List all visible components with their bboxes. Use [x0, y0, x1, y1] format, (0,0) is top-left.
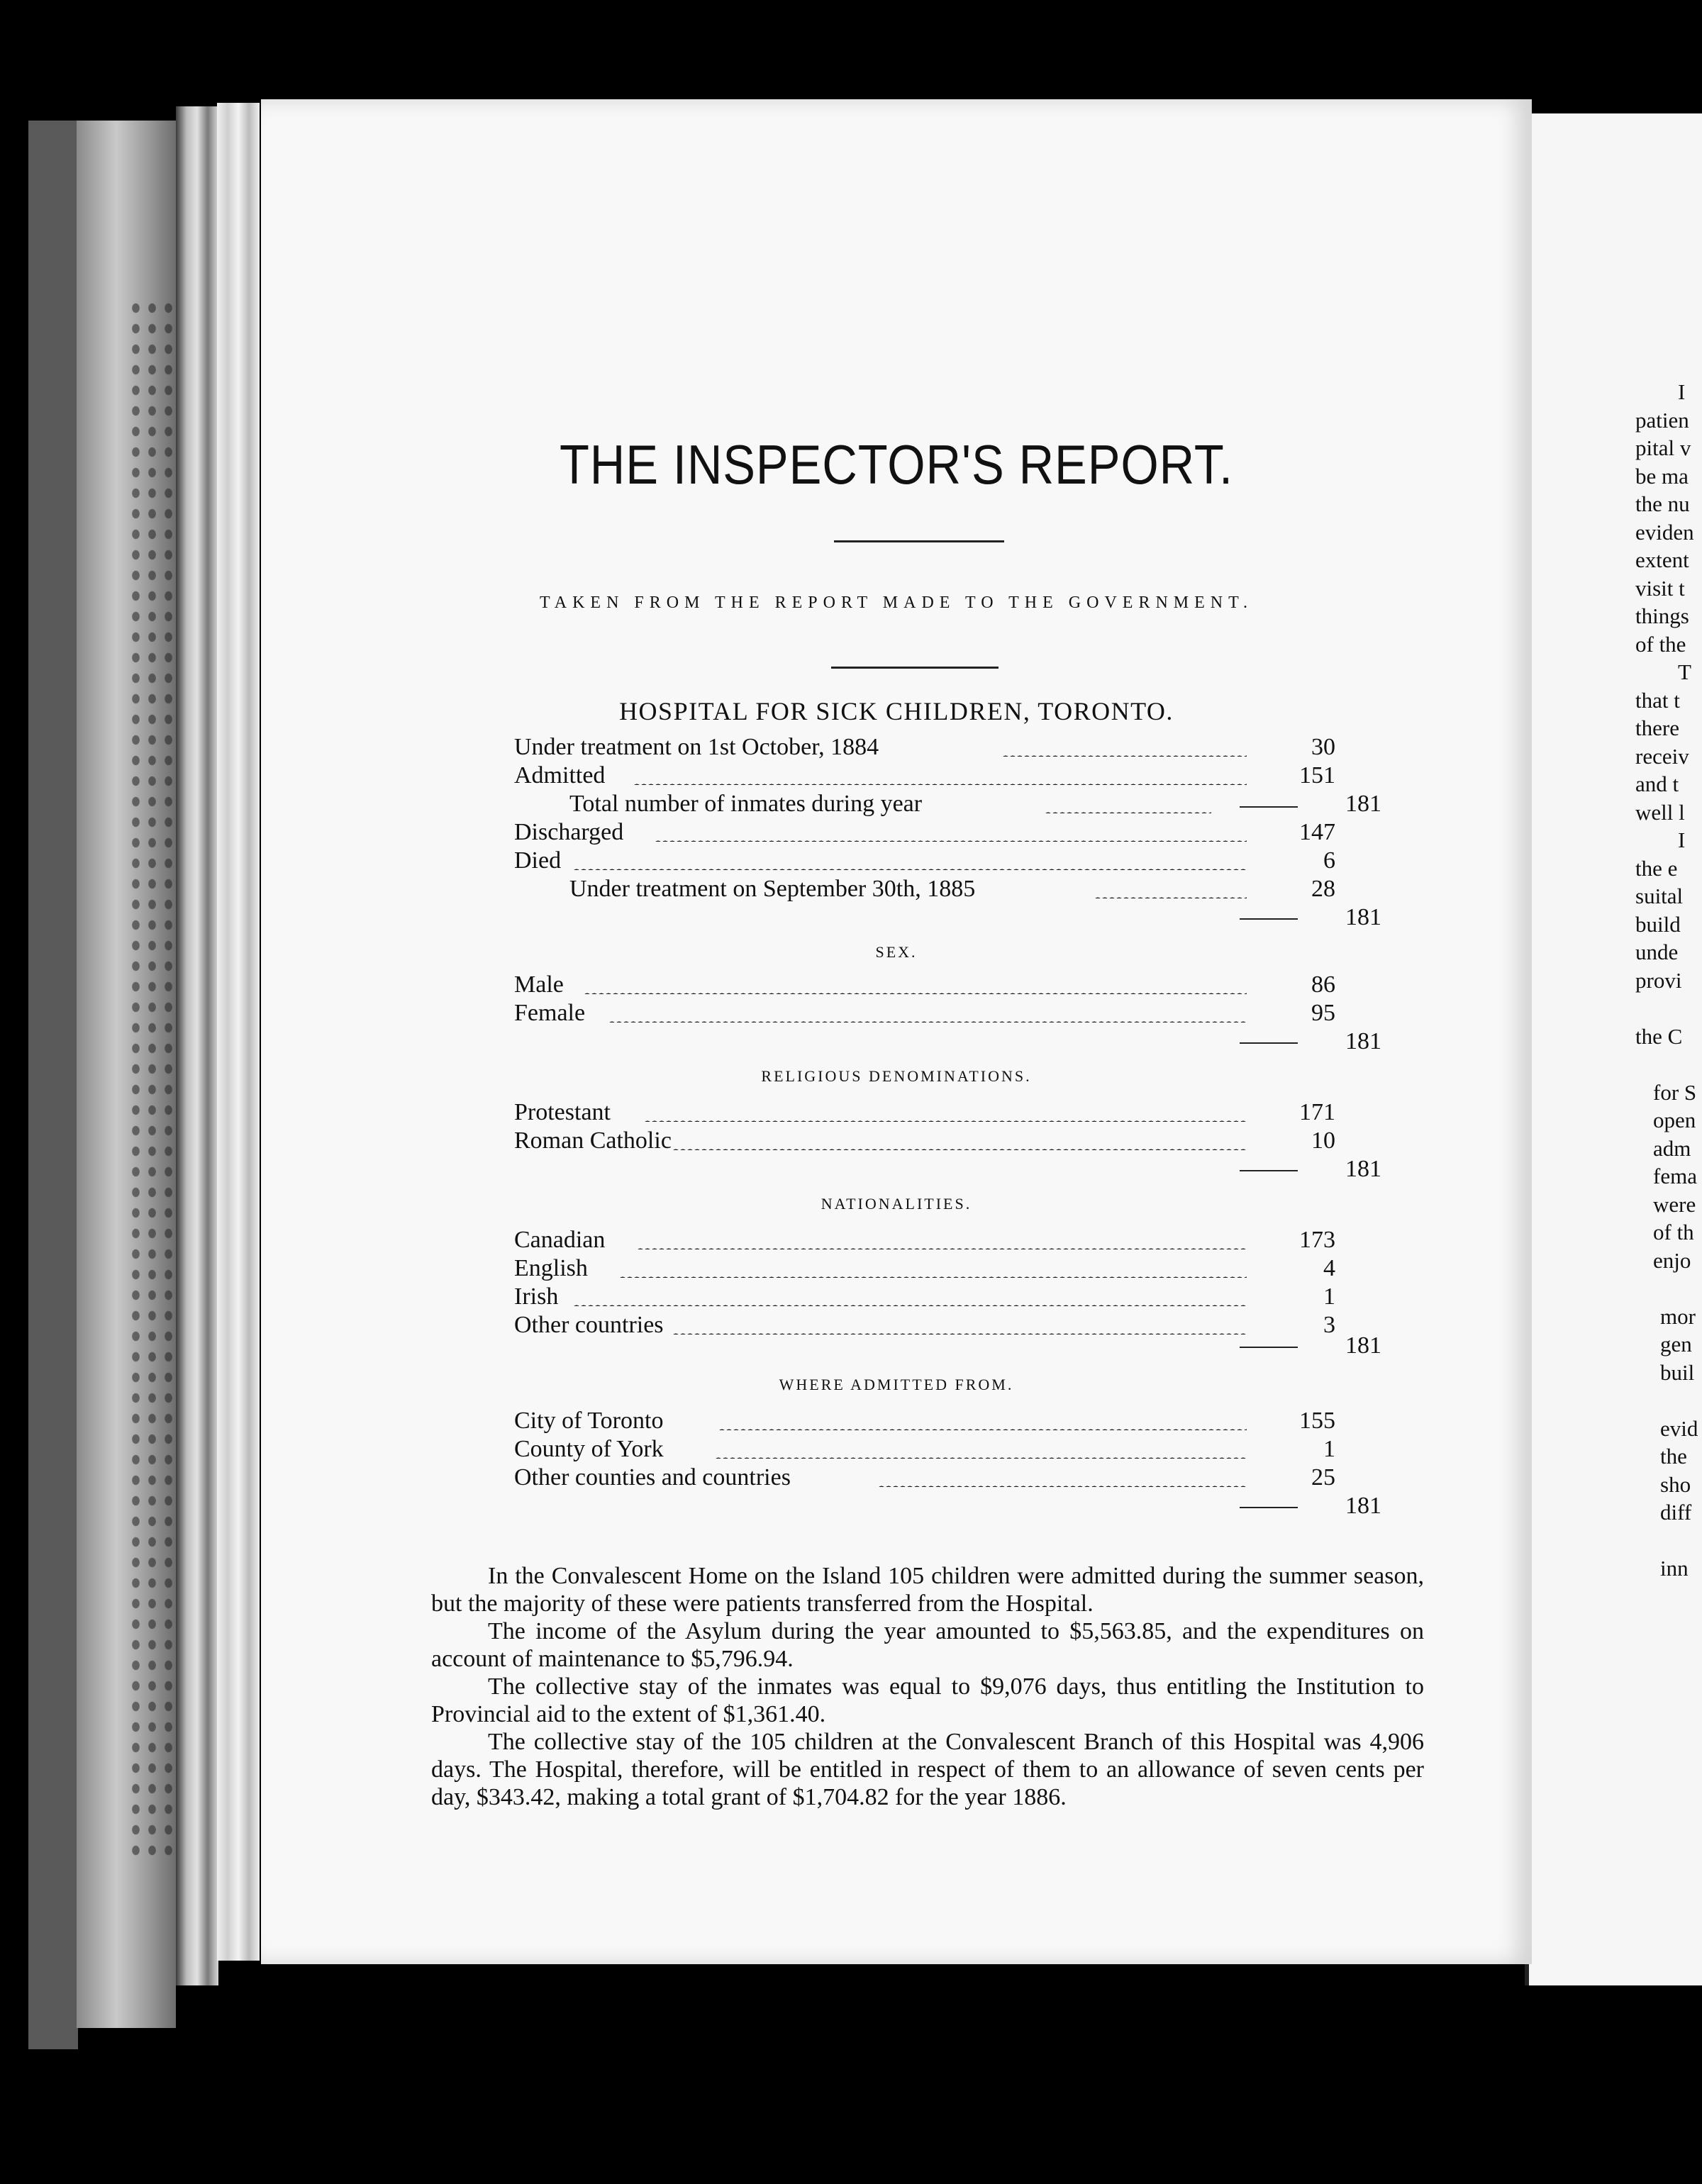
report-body — [431, 1562, 1424, 1811]
facing-page-line: be ma — [1635, 463, 1689, 489]
report-page — [261, 99, 1532, 1964]
dot-leader — [718, 1429, 1247, 1430]
facing-page-line: adm — [1653, 1135, 1691, 1161]
stat-value: 147 — [1299, 819, 1335, 845]
sum-dash — [1240, 1347, 1298, 1348]
stat-value: 173 — [1299, 1227, 1335, 1253]
facing-page-line: and t — [1635, 771, 1679, 796]
facing-page-line: the — [1660, 1444, 1687, 1469]
stat-total: 181 — [1345, 1493, 1381, 1519]
dot-leader — [644, 1120, 1247, 1122]
facing-page — [1525, 113, 1702, 1985]
facing-page-line: diff — [1660, 1500, 1692, 1525]
dot-leader — [878, 1486, 1247, 1487]
stat-value: 25 — [1311, 1464, 1335, 1491]
stat-label: Under treatment on 1st October, 1884 — [514, 734, 879, 760]
facing-page-line: enjo — [1653, 1247, 1691, 1273]
dot-leader — [633, 784, 1247, 785]
facing-page-line: extent — [1635, 547, 1689, 572]
facing-page-line: there — [1635, 715, 1679, 740]
section-heading-sex: SEX. — [875, 943, 918, 961]
paragraph: In the Convalescent Home on the Island 105 children were admitted during the summer season, but the majority of these were patients transferred from the Hospital. — [431, 1563, 1424, 1617]
stat-label: Other countries — [514, 1312, 664, 1338]
stat-label: English — [514, 1255, 588, 1281]
book-page-edges-inner — [176, 106, 218, 1985]
facing-page-line: the e — [1635, 855, 1678, 881]
dot-leader — [672, 1149, 1247, 1150]
sum-dash — [1240, 806, 1298, 808]
stat-label: Admitted — [514, 762, 606, 789]
stat-value: 86 — [1311, 971, 1335, 998]
facing-page-line: of the — [1635, 631, 1686, 657]
stat-label: Irish — [514, 1283, 559, 1310]
dot-leader — [672, 1333, 1247, 1335]
facing-page-line: receiv — [1635, 743, 1689, 769]
sum-dash — [1240, 1042, 1298, 1044]
stat-total: 181 — [1345, 791, 1381, 817]
paragraph: The collective stay of the inmates was equal to $9,076 days, thus entitling the Institution to Provincial aid to the extent of $1,361.40. — [431, 1673, 1424, 1727]
facing-page-line: evid — [1660, 1415, 1698, 1441]
facing-page-line: provi — [1635, 967, 1682, 993]
facing-page-line: for S — [1653, 1079, 1697, 1105]
stat-value: 1 — [1323, 1283, 1335, 1310]
stat-label: Other counties and countries — [514, 1464, 791, 1491]
stat-value: 30 — [1311, 734, 1335, 760]
stat-total: 181 — [1345, 1028, 1381, 1054]
dot-leader — [1045, 812, 1211, 813]
dot-leader — [608, 1021, 1247, 1023]
dot-leader — [619, 1276, 1247, 1278]
dot-leader — [1002, 755, 1247, 757]
facing-page-line: I — [1678, 379, 1686, 404]
sum-dash — [1240, 1170, 1298, 1171]
stat-label: Under treatment on September 30th, 1885 — [569, 876, 976, 902]
hospital-heading: HOSPITAL FOR SICK CHILDREN, TORONTO. — [619, 697, 1174, 725]
facing-page-line: T — [1678, 659, 1691, 684]
facing-page-line: the nu — [1635, 491, 1690, 516]
stat-total: 181 — [1345, 1332, 1381, 1359]
facing-page-line: things — [1635, 603, 1689, 628]
facing-page-line: eviden — [1635, 519, 1694, 545]
stat-label: Died — [514, 847, 562, 874]
stat-label: County of York — [514, 1436, 664, 1462]
stat-value: 151 — [1299, 762, 1335, 789]
facing-page-line: unde — [1635, 940, 1679, 964]
stat-label: Total number of inmates during year — [569, 791, 923, 817]
facing-page-line: were — [1653, 1191, 1696, 1217]
stat-value: 10 — [1311, 1127, 1335, 1154]
stat-total: 181 — [1345, 904, 1381, 930]
stat-label: City of Toronto — [514, 1408, 664, 1434]
stat-value: 155 — [1299, 1408, 1335, 1434]
facing-page-line: well l — [1635, 799, 1685, 825]
facing-page-line: buil — [1660, 1359, 1695, 1385]
facing-page-line: pital v — [1635, 435, 1691, 460]
dot-leader — [584, 993, 1247, 994]
stat-value: 28 — [1311, 876, 1335, 902]
facing-page-line: patien — [1635, 407, 1689, 433]
dot-leader — [637, 1248, 1247, 1249]
stat-value: 6 — [1323, 847, 1335, 874]
dot-leader — [1094, 897, 1247, 898]
dot-leader — [715, 1457, 1247, 1459]
stat-label: Protestant — [514, 1099, 611, 1125]
facing-page-line: the C — [1635, 1023, 1683, 1049]
facing-page-line: sho — [1660, 1471, 1691, 1497]
page-subtitle: TAKEN FROM THE REPORT MADE TO THE GOVERNMENT. — [540, 594, 1253, 612]
facing-page-line: of th — [1653, 1220, 1694, 1244]
sum-dash — [1240, 1507, 1298, 1508]
dot-leader — [573, 1305, 1247, 1306]
page-title: THE INSPECTOR'S REPORT. — [559, 433, 1233, 496]
facing-page-line: fema — [1653, 1164, 1697, 1188]
facing-page-line: mor — [1660, 1303, 1696, 1329]
facing-page-line: build — [1635, 911, 1681, 937]
stat-total: 181 — [1345, 1156, 1381, 1182]
dot-leader — [573, 869, 1247, 870]
paragraph: The income of the Asylum during the year amounted to $5,563.85, and the expenditures on account of maintenance to $5,796.94. — [431, 1618, 1424, 1672]
dot-leader — [655, 840, 1247, 842]
facing-page-line: open — [1653, 1108, 1696, 1132]
section-heading-religion: RELIGIOUS DENOMINATIONS. — [761, 1067, 1032, 1085]
stat-label: Canadian — [514, 1227, 606, 1253]
stat-value: 171 — [1299, 1099, 1335, 1125]
subtitle-rule — [831, 667, 999, 669]
book-page-edges-light — [217, 103, 260, 1961]
facing-page-line: I — [1678, 828, 1686, 852]
section-heading-admitted-from: WHERE ADMITTED FROM. — [779, 1376, 1014, 1393]
stat-label: Roman Catholic — [514, 1127, 672, 1154]
facing-page-line: gen — [1660, 1332, 1692, 1356]
paragraph: The collective stay of the 105 children at the Convalescent Branch of this Hospital was 4,906 days. The Hospital, therefore, will be entitled in respect of them to an allowance of seven cents per day, $343.42, making a total grant of $1,704.82 for the year 1886. — [431, 1729, 1424, 1810]
stat-label: Discharged — [514, 819, 624, 845]
facing-page-line: visit t — [1635, 575, 1685, 601]
facing-page-line: suital — [1635, 884, 1684, 908]
facing-page-line: that t — [1635, 687, 1680, 713]
stat-value: 95 — [1311, 1000, 1335, 1026]
stat-value: 3 — [1323, 1312, 1335, 1338]
stat-value: 4 — [1323, 1255, 1335, 1281]
sum-dash — [1240, 918, 1298, 920]
stat-label: Female — [514, 1000, 586, 1026]
title-rule — [834, 540, 1004, 542]
stat-value: 1 — [1323, 1436, 1335, 1462]
section-heading-nationalities: NATIONALITIES. — [821, 1195, 972, 1213]
facing-page-line: inn — [1660, 1556, 1689, 1581]
book-edge-dark — [28, 121, 78, 2049]
stat-label: Male — [514, 971, 564, 998]
